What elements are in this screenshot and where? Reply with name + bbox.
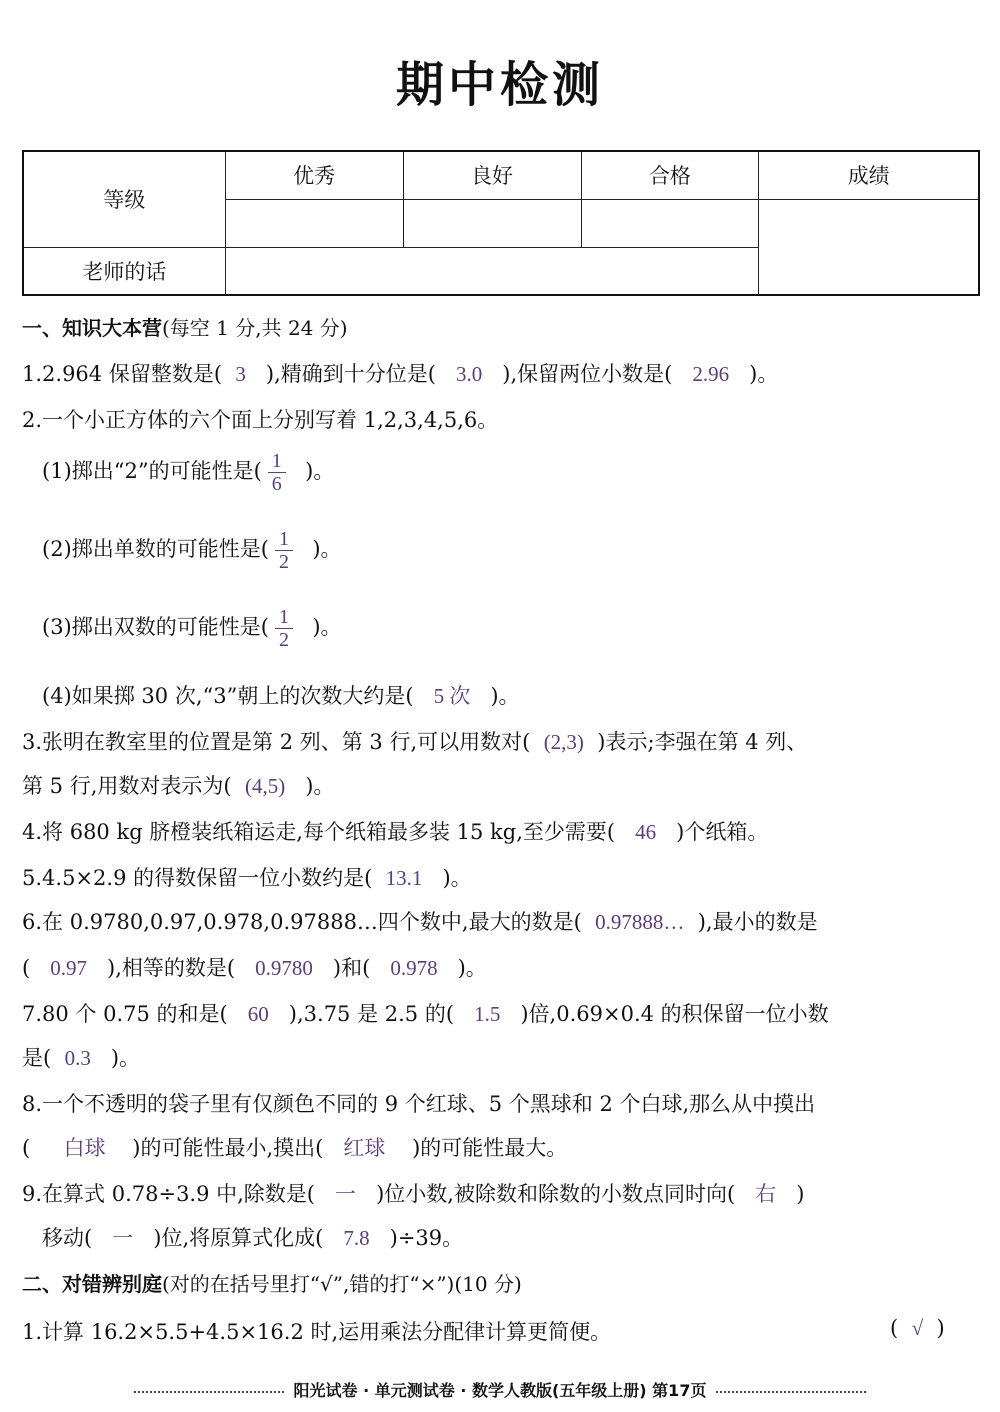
q2s2-denominator: 2 bbox=[278, 551, 289, 573]
grade-table bbox=[22, 150, 980, 296]
q9-answer-2: 右 bbox=[755, 1182, 777, 1206]
question-8: 8.一个不透明的袋子里有仅颜色不同的 9 个红球、5 个黑球和 2 个白球,那么从中摸出 bbox=[22, 1092, 816, 1116]
question-9 bbox=[22, 1178, 804, 1208]
col-score: 成绩 bbox=[759, 151, 979, 199]
q2-sub-3 bbox=[42, 606, 342, 651]
section2-title: 二、对错辨别庭 bbox=[22, 1272, 162, 1296]
q3-text-1: 3.张明在教室里的位置是第 2 列、第 3 行,可以用数对( bbox=[22, 730, 531, 754]
q9-answer-3: 一 bbox=[112, 1226, 134, 1250]
q8-text-2: ( bbox=[22, 1136, 31, 1160]
question-3-cont bbox=[22, 770, 334, 800]
q8-text-3: )的可能性最小,摸出( bbox=[132, 1136, 324, 1160]
q2-sub-2 bbox=[42, 528, 342, 573]
q1-answer-2: 3.0 bbox=[456, 362, 483, 386]
q7-answer-2: 1.5 bbox=[474, 1002, 501, 1026]
q3-answer-2: (4,5) bbox=[244, 774, 286, 798]
section1-title: 一、知识大本营 bbox=[22, 316, 162, 340]
q6-text-6: )。 bbox=[457, 956, 487, 980]
q2s3-fraction bbox=[275, 606, 293, 651]
q6-text-4: ),相等的数是( bbox=[107, 956, 236, 980]
question-9-cont bbox=[42, 1222, 463, 1252]
q7-text-5: )。 bbox=[110, 1046, 141, 1070]
q9-text-1: 9.在算式 0.78÷3.9 中,除数是( bbox=[22, 1182, 316, 1206]
cell-good bbox=[403, 199, 581, 247]
q2-sub-1 bbox=[42, 450, 334, 495]
q2s3-numerator: 1 bbox=[275, 606, 293, 629]
q7-text-1: 7.80 个 0.75 的和是( bbox=[22, 1002, 228, 1026]
footer-text: 阳光试卷 · 单元测试卷 · 数学人教版(五年级上册) 第17页 bbox=[293, 1381, 707, 1400]
q3-answer-1: (2,3) bbox=[543, 730, 584, 754]
q2s2-fraction bbox=[275, 528, 293, 573]
q1-text-2: ),精确到十分位是( bbox=[265, 362, 436, 386]
q2s1-numerator: 1 bbox=[268, 450, 286, 473]
q2s2-text: (2)掷出单数的可能性是( bbox=[42, 537, 269, 561]
q7-text-2: ),3.75 是 2.5 的( bbox=[288, 1002, 455, 1026]
q4-text-2: )个纸箱。 bbox=[676, 820, 769, 844]
q7-text-4: 是( bbox=[22, 1046, 52, 1070]
q1-answer-1: 3 bbox=[235, 362, 246, 386]
q4-text-1: 4.将 680 kg 脐橙装纸箱运走,每个纸箱最多装 15 kg,至少需要( bbox=[22, 820, 616, 844]
q2s4-answer: 5 次 bbox=[433, 684, 471, 708]
q1-text-4: )。 bbox=[749, 362, 779, 386]
section1-note: (每空 1 分,共 24 分) bbox=[162, 316, 348, 340]
q2s4-text: (4)如果掷 30 次,“3”朝上的次数大约是( bbox=[42, 684, 414, 708]
question-6 bbox=[22, 906, 818, 936]
q6-answer-4: 0.978 bbox=[390, 956, 438, 980]
q9-answer-1: 一 bbox=[335, 1182, 357, 1206]
q2s3-end: )。 bbox=[312, 615, 342, 639]
tf1-open: ( bbox=[890, 1316, 899, 1340]
q4-answer-1: 46 bbox=[635, 820, 657, 844]
q3-text-3: 第 5 行,用数对表示为( bbox=[22, 774, 232, 798]
q2s1-text: (1)掷出“2”的可能性是( bbox=[42, 459, 262, 483]
q2s1-denominator: 6 bbox=[271, 473, 282, 495]
question-3 bbox=[22, 726, 807, 756]
section2-heading bbox=[22, 1268, 522, 1297]
q2s4-end: )。 bbox=[490, 684, 520, 708]
question-1 bbox=[22, 358, 778, 388]
tf1-mark: √ bbox=[911, 1316, 924, 1340]
q7-answer-1: 60 bbox=[247, 1002, 269, 1026]
question-5 bbox=[22, 862, 472, 892]
q2s3-text: (3)掷出双数的可能性是( bbox=[42, 615, 269, 639]
teacher-label: 老师的话 bbox=[23, 247, 225, 295]
q2s2-numerator: 1 bbox=[275, 528, 293, 551]
question-4 bbox=[22, 816, 768, 846]
q5-answer-1: 13.1 bbox=[385, 866, 423, 890]
col-good: 良好 bbox=[403, 151, 581, 199]
teacher-comment bbox=[225, 247, 759, 295]
col-pass: 合格 bbox=[581, 151, 759, 199]
question-2: 2.一个小正方体的六个面上分别写着 1,2,3,4,5,6。 bbox=[22, 408, 499, 432]
q7-answer-3: 0.3 bbox=[64, 1046, 91, 1070]
q8-answer-2: 红球 bbox=[343, 1136, 386, 1160]
q9-text-3: ) bbox=[796, 1182, 805, 1206]
q1-answer-3: 2.96 bbox=[692, 362, 730, 386]
cell-score bbox=[759, 199, 979, 295]
footer bbox=[30, 1378, 970, 1401]
q2s1-end: )。 bbox=[305, 459, 335, 483]
question-7 bbox=[22, 998, 829, 1028]
q9-answer-4: 7.8 bbox=[343, 1226, 370, 1250]
q2s3-denominator: 2 bbox=[278, 629, 289, 651]
q9-text-6: )÷39。 bbox=[389, 1226, 464, 1250]
cell-excellent bbox=[225, 199, 403, 247]
q6-text-3: ( bbox=[22, 956, 31, 980]
page-title: 期中检测 bbox=[395, 57, 604, 113]
q6-answer-3: 0.9780 bbox=[255, 956, 313, 980]
question-8-cont bbox=[22, 1132, 567, 1162]
cell-pass bbox=[581, 199, 759, 247]
tf1-close: ) bbox=[936, 1316, 945, 1340]
q2s1-fraction bbox=[268, 450, 286, 495]
q6-text-5: )和( bbox=[332, 956, 371, 980]
q3-text-2: )表示;李强在第 4 列、 bbox=[597, 730, 808, 754]
section1-heading bbox=[22, 312, 348, 341]
q5-text-1: 5.4.5×2.9 的得数保留一位小数约是( bbox=[22, 866, 373, 890]
q5-text-2: )。 bbox=[442, 866, 472, 890]
col-excellent: 优秀 bbox=[225, 151, 403, 199]
q6-text-1: 6.在 0.9780,0.97,0.978,0.97888…四个数中,最大的数是( bbox=[22, 910, 582, 934]
q2-sub-4 bbox=[42, 680, 520, 710]
tf-question-1: 1.计算 16.2×5.5+4.5×16.2 时,运用乘法分配律计算更简便。 bbox=[22, 1320, 612, 1344]
q1-text-3: ),保留两位小数是( bbox=[502, 362, 673, 386]
q2s2-end: )。 bbox=[312, 537, 342, 561]
footer-dots-left bbox=[134, 1391, 284, 1393]
section2-note: (对的在括号里打“√”,错的打“×”)(10 分) bbox=[162, 1272, 522, 1296]
q9-text-5: )位,将原算式化成( bbox=[153, 1226, 324, 1250]
q8-text-4: )的可能性最大。 bbox=[412, 1136, 568, 1160]
q6-answer-1: 0.97888… bbox=[595, 910, 685, 934]
q9-text-4: 移动( bbox=[42, 1226, 93, 1250]
q9-text-2: )位小数,被除数和除数的小数点同时向( bbox=[376, 1182, 736, 1206]
q3-text-4: )。 bbox=[305, 774, 335, 798]
tf-answer-1 bbox=[890, 1316, 945, 1341]
footer-dots-right bbox=[716, 1391, 866, 1393]
q1-text-1: 1.2.964 保留整数是( bbox=[22, 362, 223, 386]
q6-text-2: ),最小的数是 bbox=[697, 910, 818, 934]
q7-text-3: )倍,0.69×0.4 的积保留一位小数 bbox=[520, 1002, 829, 1026]
question-7-cont bbox=[22, 1042, 140, 1072]
grade-label: 等级 bbox=[23, 151, 225, 247]
q8-answer-1: 白球 bbox=[63, 1136, 106, 1160]
question-6-cont bbox=[22, 952, 487, 982]
q6-answer-2: 0.97 bbox=[50, 956, 87, 980]
